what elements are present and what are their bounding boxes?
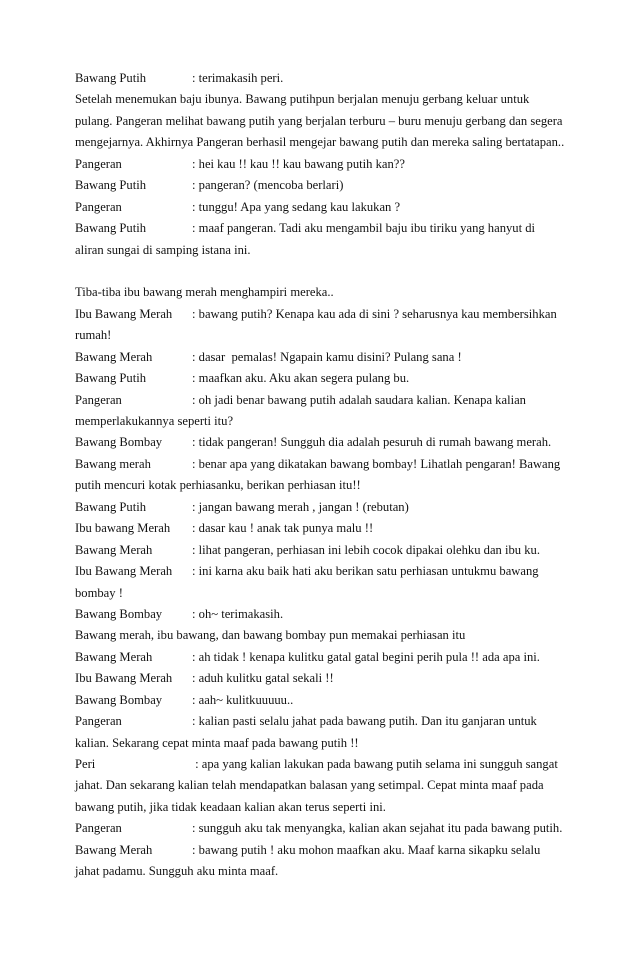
dialogue-text: : dasar kau ! anak tak punya malu !! bbox=[192, 521, 374, 536]
narration-line bbox=[75, 282, 575, 303]
narration-line bbox=[75, 111, 575, 132]
narration-line bbox=[75, 411, 575, 432]
narration-line bbox=[75, 861, 575, 882]
dialogue-line bbox=[75, 711, 575, 732]
dialogue-text: : ini karna aku baik hati aku berikan satu perhiasan untukmu bawang bbox=[192, 564, 539, 579]
speaker-name: Pangeran bbox=[75, 156, 122, 171]
dialogue-line bbox=[75, 540, 575, 561]
dialogue-line bbox=[75, 432, 575, 453]
narration-text: putih mencuri kotak perhiasanku, berikan perhiasan itu!! bbox=[75, 478, 361, 493]
narration-text: jahat. Dan sekarang kalian telah mendapatkan balasan yang setimpal. Cepat minta maaf pada bbox=[75, 778, 544, 793]
dialogue-line bbox=[75, 818, 575, 839]
narration-text: rumah! bbox=[75, 328, 112, 343]
dialogue-line bbox=[75, 218, 575, 239]
speaker-name: Bawang Putih bbox=[75, 371, 147, 386]
dialogue-line bbox=[75, 304, 575, 325]
dialogue-line bbox=[75, 518, 575, 539]
dialogue-line bbox=[75, 454, 575, 475]
narration-line bbox=[75, 797, 575, 818]
narration-line bbox=[75, 240, 575, 261]
dialogue-text: : terimakasih peri. bbox=[192, 71, 284, 85]
narration-text: kalian. Sekarang cepat minta maaf pada bawang putih !! bbox=[75, 735, 359, 750]
speaker-name: Bawang Merah bbox=[75, 649, 153, 664]
narration-line bbox=[75, 325, 575, 346]
dialogue-text: : dasar pemalas! Ngapain kamu disini? Pulang sana ! bbox=[192, 349, 462, 364]
dialogue-text: : tidak pangeran! Sungguh dia adalah pesuruh di rumah bawang merah. bbox=[192, 435, 552, 450]
narration-text: Setelah menemukan baju ibunya. Bawang putihpun berjalan menuju gerbang keluar untuk bbox=[75, 92, 530, 107]
dialogue-text: : ah tidak ! kenapa kulitku gatal gatal begini perih pula !! ada apa ini. bbox=[192, 649, 540, 664]
narration-text: Bawang merah, ibu bawang, dan bawang bombay pun memakai perhiasan itu bbox=[75, 628, 466, 643]
narration-text: bawang putih, jika tidak keadaan kalian akan terus seperti ini. bbox=[75, 799, 386, 814]
speaker-name: Bawang Putih bbox=[75, 221, 147, 236]
speaker-name: Peri bbox=[75, 757, 96, 771]
dialogue-text: : apa yang kalian lakukan pada bawang putih selama ini sungguh sangat bbox=[192, 757, 558, 771]
speaker-name: Bawang Merah bbox=[75, 542, 153, 557]
dialogue-line bbox=[75, 754, 575, 775]
speaker-name: Ibu Bawang Merah bbox=[75, 564, 173, 579]
script-body bbox=[75, 68, 575, 883]
dialogue-text: : maaf pangeran. Tadi aku mengambil baju ibu tiriku yang hanyut di bbox=[192, 221, 536, 236]
dialogue-line bbox=[75, 347, 575, 368]
dialogue-line bbox=[75, 154, 575, 175]
speaker-name: Bawang merah bbox=[75, 456, 151, 471]
dialogue-text: : pangeran? (mencoba berlari) bbox=[192, 178, 344, 193]
speaker-name: Bawang Putih bbox=[75, 499, 147, 514]
dialogue-text: : sungguh aku tak menyangka, kalian akan sejahat itu pada bawang putih. bbox=[192, 821, 563, 836]
narration-line bbox=[75, 89, 575, 110]
speaker-name: Bawang Bombay bbox=[75, 606, 163, 621]
speaker-name: Pangeran bbox=[75, 199, 122, 214]
narration-text: bombay ! bbox=[75, 585, 123, 600]
dialogue-text: : bawang putih ! aku mohon maafkan aku. Maaf karna sikapku selalu bbox=[192, 842, 541, 857]
speaker-name: Ibu bawang Merah bbox=[75, 521, 171, 536]
dialogue-line bbox=[75, 840, 575, 861]
dialogue-line bbox=[75, 561, 575, 582]
dialogue-line bbox=[75, 390, 575, 411]
dialogue-line bbox=[75, 647, 575, 668]
speaker-name: Bawang Bombay bbox=[75, 435, 163, 450]
dialogue-text: : bawang putih? Kenapa kau ada di sini ? seharusnya kau membersihkan bbox=[192, 306, 557, 321]
dialogue-text: : aduh kulitku gatal sekali !! bbox=[192, 671, 334, 686]
speaker-name: Ibu Bawang Merah bbox=[75, 671, 173, 686]
dialogue-text: : oh jadi benar bawang putih adalah saudara kalian. Kenapa kalian bbox=[192, 392, 526, 407]
dialogue-text: : kalian pasti selalu jahat pada bawang putih. Dan itu ganjaran untuk bbox=[192, 714, 537, 729]
dialogue-line bbox=[75, 368, 575, 389]
narration-text: memperlakukannya seperti itu? bbox=[75, 414, 234, 428]
dialogue-line bbox=[75, 68, 575, 89]
speaker-name: Bawang Merah bbox=[75, 842, 153, 857]
dialogue-text: : lihat pangeran, perhiasan ini lebih cocok dipakai olehku dan ibu ku. bbox=[192, 542, 540, 557]
dialogue-text: : benar apa yang dikatakan bawang bombay! Lihatlah pengaran! Bawang bbox=[192, 456, 561, 471]
dialogue-line bbox=[75, 497, 575, 518]
dialogue-text: : tunggu! Apa yang sedang kau lakukan ? bbox=[192, 199, 401, 214]
speaker-name: Bawang Merah bbox=[75, 349, 153, 364]
speaker-name: Pangeran bbox=[75, 821, 122, 836]
speaker-name: Bawang Bombay bbox=[75, 692, 163, 707]
narration-line bbox=[75, 475, 575, 496]
speaker-name: Bawang Putih bbox=[75, 71, 147, 85]
narration-line bbox=[75, 583, 575, 604]
narration-text: jahat padamu. Sungguh aku minta maaf. bbox=[75, 864, 279, 879]
speaker-name: Bawang Putih bbox=[75, 178, 147, 193]
dialogue-line bbox=[75, 604, 575, 625]
speaker-name: Pangeran bbox=[75, 392, 122, 407]
dialogue-line bbox=[75, 197, 575, 218]
dialogue-line bbox=[75, 175, 575, 196]
narration-line bbox=[75, 733, 575, 754]
dialogue-text: : aah~ kulitkuuuuu.. bbox=[192, 692, 294, 707]
dialogue-text: : oh~ terimakasih. bbox=[192, 606, 284, 621]
narration-text: Tiba-tiba ibu bawang merah menghampiri mereka.. bbox=[75, 285, 334, 300]
narration-line bbox=[75, 132, 575, 153]
dialogue-line bbox=[75, 690, 575, 711]
blank-line bbox=[75, 261, 575, 282]
speaker-name: Ibu Bawang Merah bbox=[75, 306, 173, 321]
dialogue-text: : maafkan aku. Aku akan segera pulang bu. bbox=[192, 371, 410, 386]
narration-text: aliran sungai di samping istana ini. bbox=[75, 242, 251, 257]
narration-line bbox=[75, 775, 575, 796]
dialogue-text: : jangan bawang merah , jangan ! (rebutan) bbox=[192, 499, 409, 514]
narration-text: pulang. Pangeran melihat bawang putih yang berjalan terburu – buru menuju gerbang dan segera bbox=[75, 113, 563, 128]
dialogue-line bbox=[75, 668, 575, 689]
narration-line bbox=[75, 625, 575, 646]
dialogue-text: : hei kau !! kau !! kau bawang putih kan?? bbox=[192, 156, 405, 171]
narration-text: mengejarnya. Akhirnya Pangeran berhasil mengejar bawang putih dan mereka saling bertatapan.. bbox=[75, 135, 565, 150]
speaker-name: Pangeran bbox=[75, 714, 122, 729]
